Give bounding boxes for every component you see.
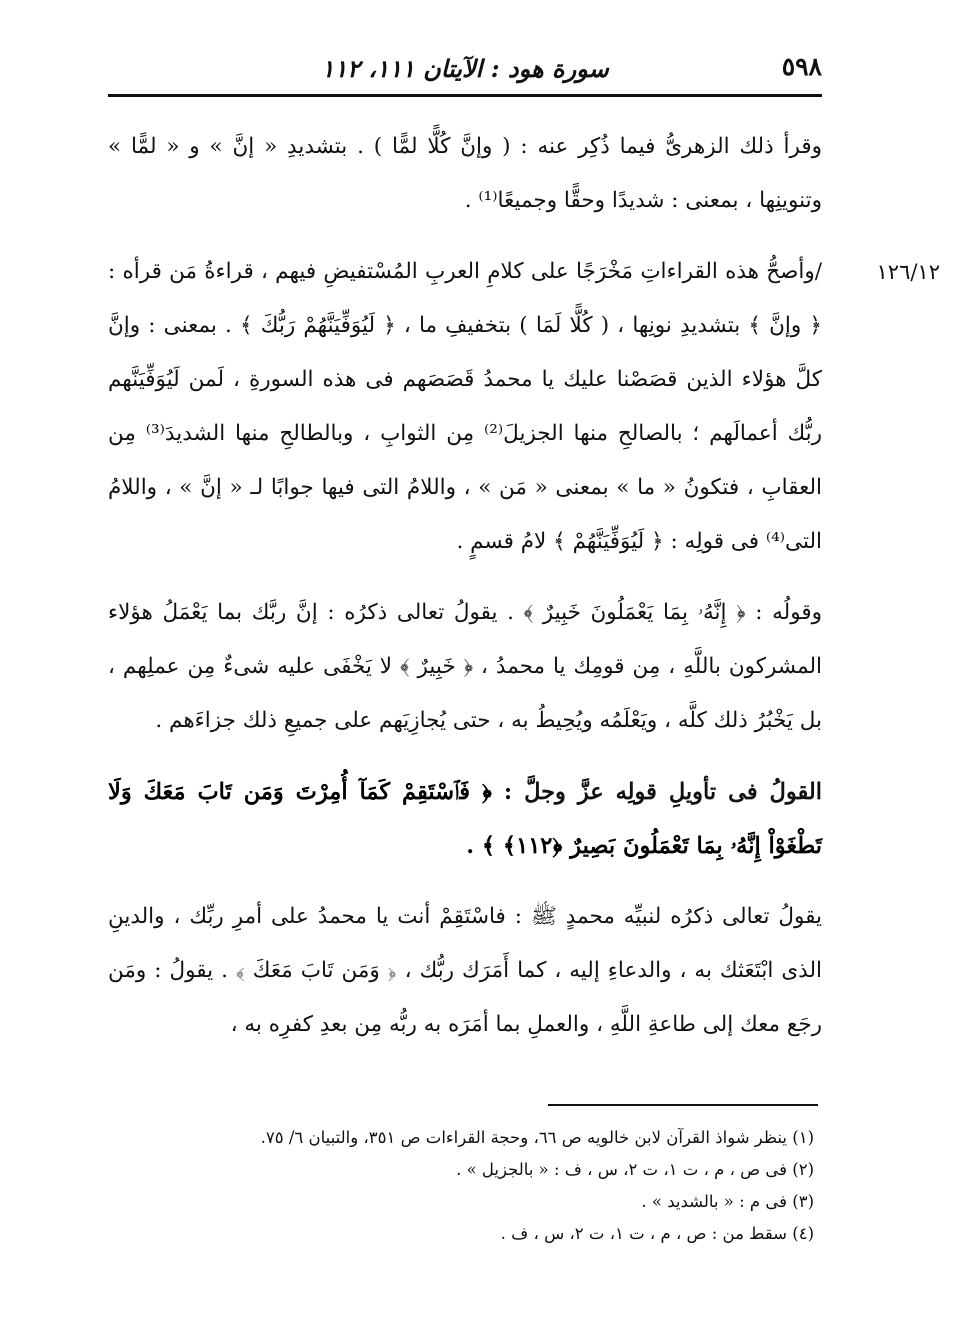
running-title: سورة هود : الآيتان ١١١، ١١٢ <box>321 54 609 83</box>
page-number: ٥٩٨ <box>781 52 822 81</box>
margin-reference: ١٢٦/١٢ <box>876 260 940 284</box>
footnote-3: (٣) فى م : « بالشديد » . <box>641 1192 814 1211</box>
section-heading <box>108 765 822 873</box>
paragraph-3: وقولُه : ﴿ إِنَّهُۥ بِمَا يَعْمَلُونَ خَبِيرٌ ﴾ . يقولُ تعالى ذكرُه : إنَّ ربَّك بما يَعْمَلُ هؤلاء المشركون باللَّهِ ، مِن قومِك يا محمدُ ، ﴿ خَبِيرٌ ﴾ لا يَخْفَى عليه شىءٌ مِن عملِهم ، بل يَخْبُرُ ذلك كلَّه ، ويَعْلَمُه ويُحِيطُ به ، حتى يُجازِيَهم على جميعِ ذلك جزاءَهم . <box>108 600 822 733</box>
footnote-1: (١) ينظر شواذ القرآن لابن خالويه ص ٦٦، وحجة القراءات ص ٣٥١، والتبيان ٦/ ٧٥. <box>260 1128 814 1147</box>
footnote-2: (٢) فى ص ، م ، ت ١، ت ٢، س ، ف : « بالجزيل » . <box>456 1160 814 1179</box>
paragraph-4: يقولُ تعالى ذكرُه لنبيِّه محمدٍ ﷺ : فاسْتَقِمْ أنت يا محمدُ على أمرِ ربِّك ، والدينِ الذى ابْتَعَثك به ، والدعاءِ إليه ، كما أَمَرَك ربُّك ، ﴿ وَمَن تَابَ مَعَكَ ﴾ . يقولُ : ومَن رجَع معك إلى طاعةِ اللَّهِ ، والعملِ بما أمَرَه به ربُّه مِن بعدِ كفرِه به ، <box>108 904 822 1037</box>
main-text <box>108 120 822 1069</box>
header-rule <box>108 94 822 97</box>
paragraph-1: وقرأ ذلك الزهرىُّ فيما ذُكِر عنه : ( وإنَّ كُلًّا لمًّا ) . بتشديدِ « إنَّ » و « لمًّا » وتنوينِها ، بمعنى : شديدًا وحقًّا وجميعًا⁽¹⁾ . <box>108 134 822 213</box>
footnotes <box>108 1122 822 1250</box>
footnote-rule <box>548 1104 818 1106</box>
footnote-4: (٤) سقط من : ص ، م ، ت ١، ت ٢، س ، ف . <box>500 1224 814 1243</box>
heading-verse: ﴿ فَٱسْتَقِمْ كَمَآ أُمِرْتَ وَمَن تَابَ مَعَكَ وَلَا تَطْغَوْاْ إِنَّهُۥ بِمَا تَعْمَلُونَ بَصِيرٌ ﴿١١٢﴾ ﴾ . <box>108 779 822 859</box>
page-header <box>108 50 822 90</box>
heading-lead: القولُ فى تأويلِ قولِه عزَّ وجلَّ : <box>503 779 823 805</box>
paragraph-2: /وأصحُّ هذه القراءاتِ مَخْرَجًا على كلامِ العربِ المُسْتفيضِ فيهم ، قراءةُ مَن قرأه : ﴿ وإنَّ ﴾ بتشديدِ نونِها ، ( كُلًّا لَمَا ) بتخفيفِ ما ، ﴿ لَيُوَفِّيَنَّهُمْ رَبُّكَ ﴾ . بمعنى : وإنَّ كلَّ هؤلاء الذين قصَصْنا عليك يا محمدُ قَصَصَهم فى هذه السورةِ ، لَمن لَيُوَفِّيَنَّهم ربُّك أعمالَهم ؛ بالصالحِ منها الجزيلَ⁽²⁾ مِن الثوابِ ، وبالطالحِ منها الشديدَ⁽³⁾ مِن العقابِ ، فتكونُ « ما » بمعنى « مَن » ، واللامُ التى فيها جوابًا لـ « إنَّ » ، واللامُ التى⁽⁴⁾ فى قولِه : ﴿ لَيُوَفِّيَنَّهُمْ ﴾ لامُ قسمٍ . <box>108 259 822 554</box>
